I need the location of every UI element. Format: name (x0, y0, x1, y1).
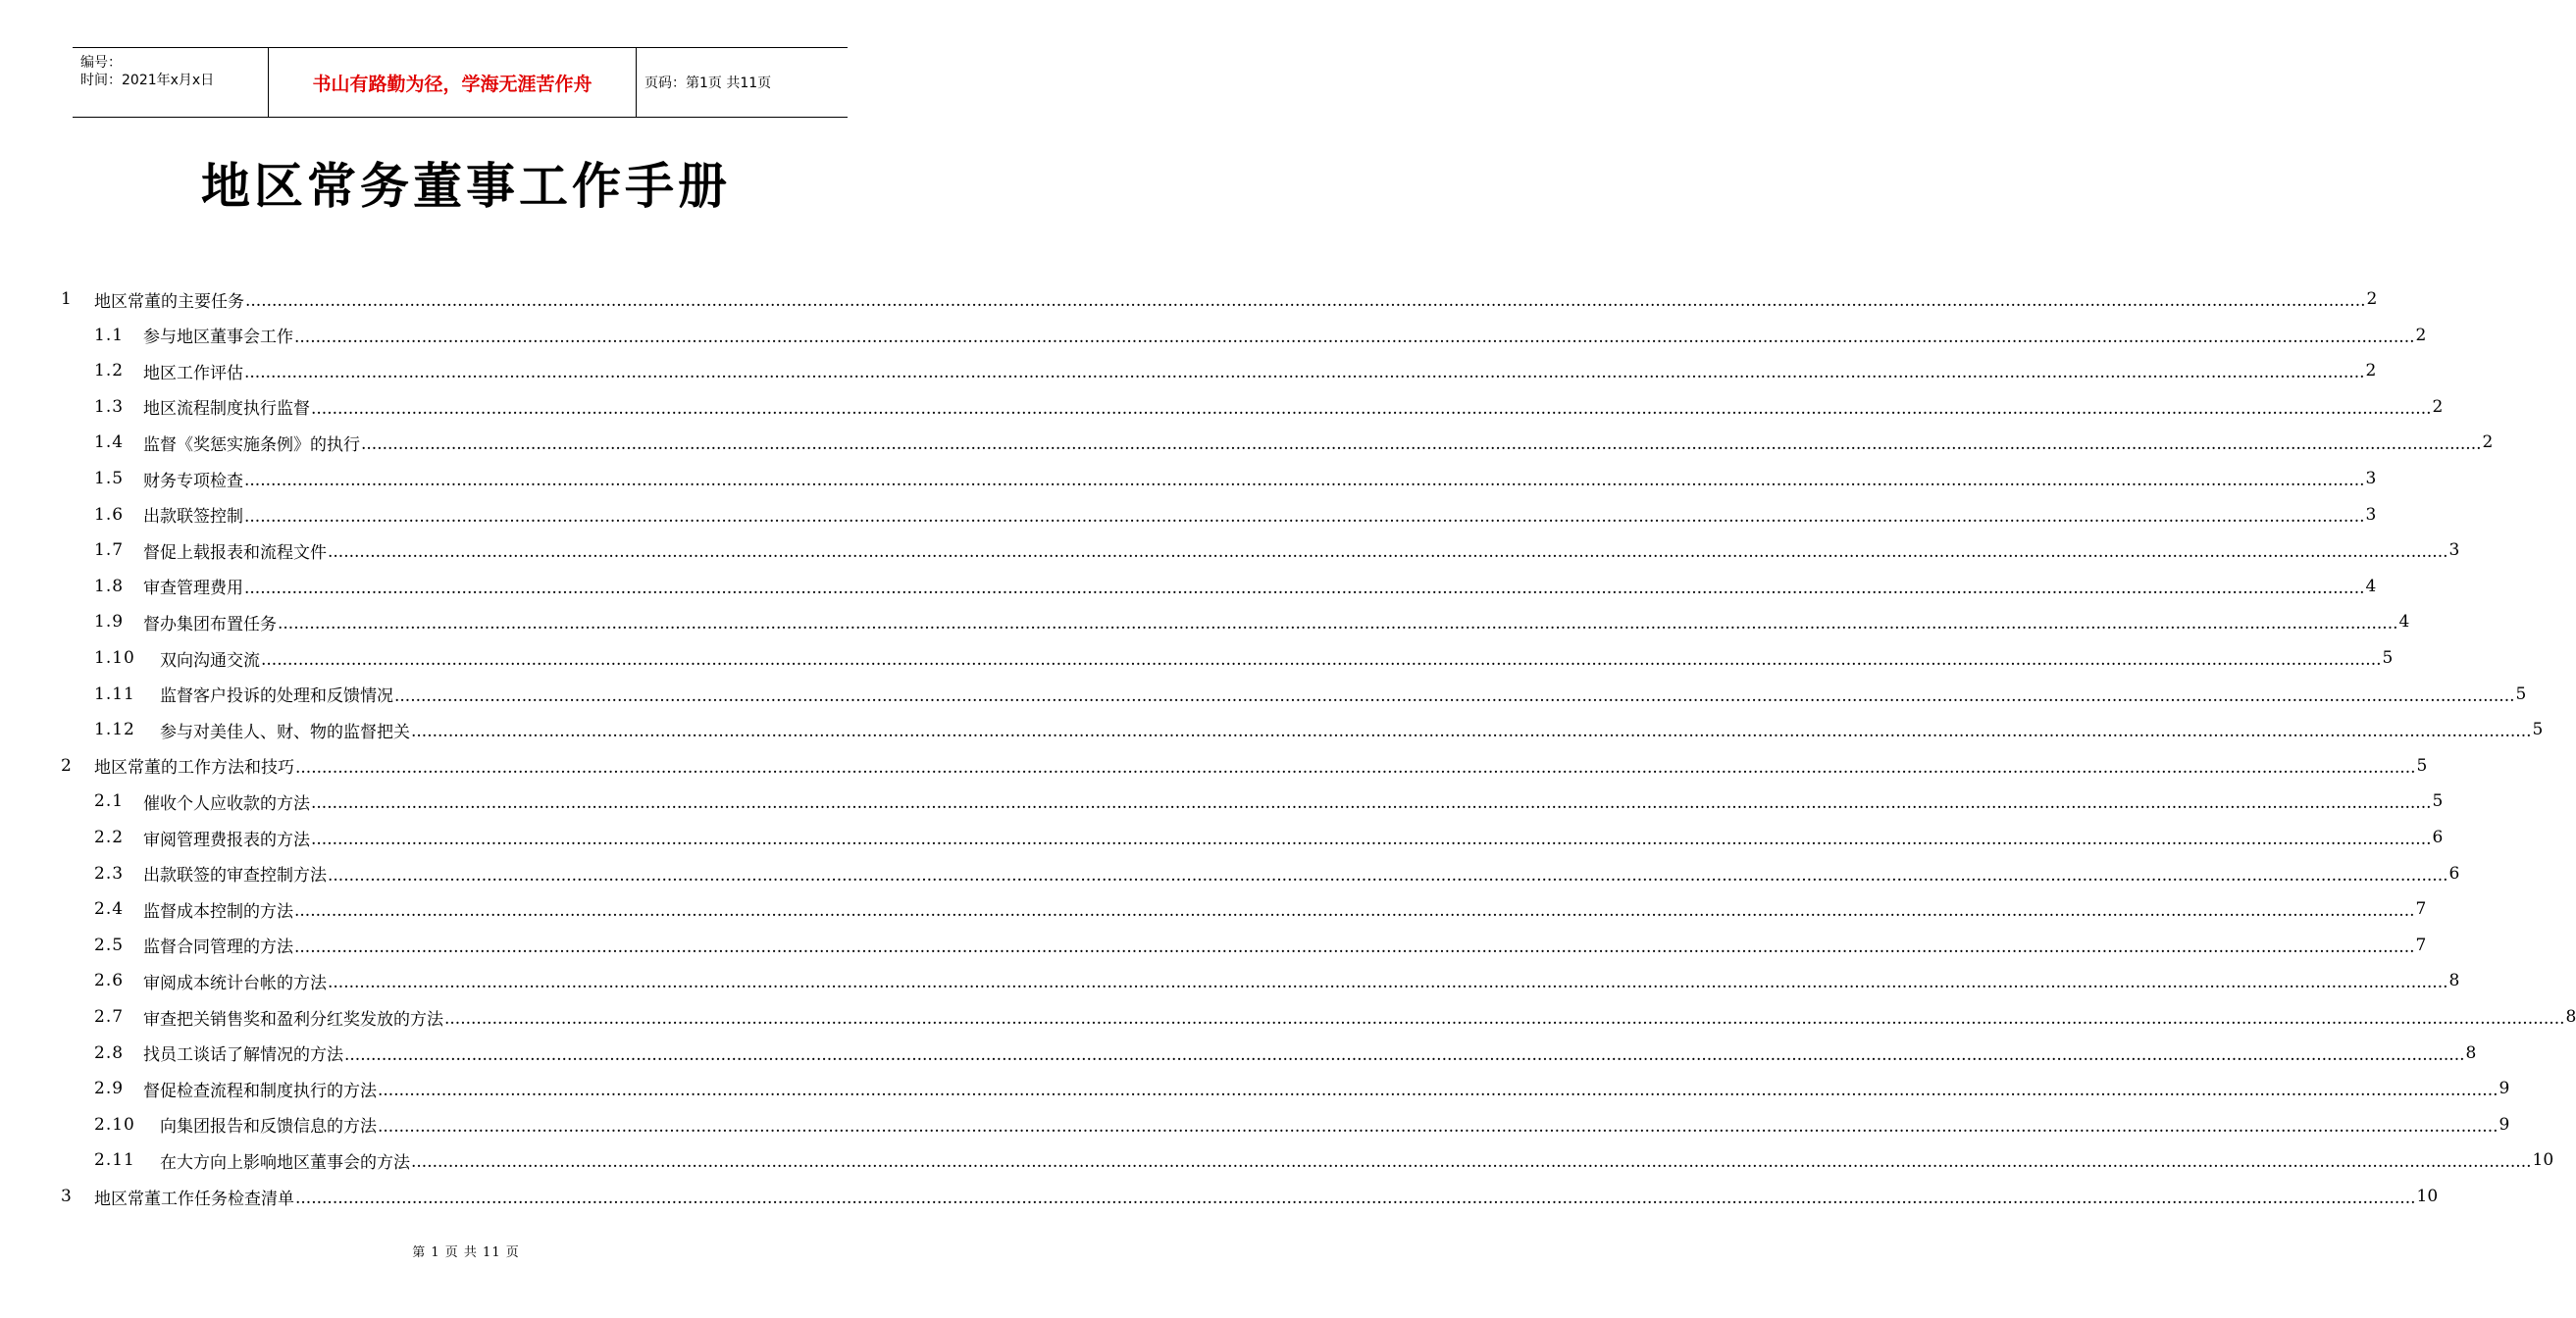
toc-dot-leader: ................................................................................................................................................................................................................................................................................................................................................................................................................ (311, 830, 2432, 849)
toc-entry-number: 2.3 (94, 863, 125, 884)
toc-entry[interactable] (94, 425, 2494, 460)
toc-entry-number: 2.6 (94, 971, 125, 991)
toc-dot-leader: ................................................................................................................................................................................................................................................................................................................................................................................................................ (378, 1116, 2499, 1137)
toc-entry-page: 5 (2416, 755, 2428, 776)
toc-entry-page: 2 (2432, 396, 2444, 417)
toc-entry[interactable] (94, 318, 2427, 353)
toc-dot-leader: ................................................................................................................................................................................................................................................................................................................................................................................................................ (311, 398, 2432, 419)
toc-entry-title: 出款联签控制 (143, 507, 243, 528)
toc-dot-leader: ................................................................................................................................................................................................................................................................................................................................................................................................................ (344, 1044, 2465, 1065)
toc-dot-leader: ................................................................................................................................................................................................................................................................................................................................................................................................................ (244, 363, 2365, 383)
toc-entry-number: 1.9 (94, 612, 125, 633)
toc-dot-leader: ................................................................................................................................................................................................................................................................................................................................................................................................................ (328, 542, 2448, 563)
toc-entry-page: 5 (2515, 684, 2527, 704)
toc-entry-page: 2 (2365, 361, 2377, 381)
toc-entry-title: 监督成本控制的方法 (143, 901, 293, 922)
toc-entry-title: 地区常董的工作方法和技巧 (94, 758, 294, 779)
toc-entry[interactable] (94, 1142, 2554, 1178)
toc-entry[interactable] (61, 748, 2428, 784)
toc-entry-title: 监督客户投诉的处理和反馈情况 (160, 686, 393, 707)
toc-entry-page: 3 (2365, 504, 2377, 525)
toc-entry[interactable] (94, 461, 2377, 496)
toc-entry-page: 5 (2432, 791, 2444, 812)
header-meta (73, 48, 269, 117)
toc-entry-number: 1.10 (94, 648, 135, 668)
toc-entry[interactable] (94, 497, 2377, 532)
document-title: 地区常务董事工作手册 (201, 157, 731, 215)
toc-entry[interactable] (94, 640, 2394, 676)
toc-dot-leader: ................................................................................................................................................................................................................................................................................................................................................................................................................ (328, 973, 2448, 993)
toc-entry-number: 2.7 (94, 1007, 125, 1027)
toc-entry-title: 督促检查流程和制度执行的方法 (143, 1081, 377, 1101)
toc-entry-title: 双向沟通交流 (160, 650, 260, 671)
toc-dot-leader: ................................................................................................................................................................................................................................................................................................................................................................................................................ (244, 578, 2365, 598)
toc-entry-title: 催收个人应收款的方法 (143, 793, 310, 814)
toc-entry-title: 找员工谈话了解情况的方法 (143, 1045, 343, 1066)
toc-entry-number: 2.2 (94, 828, 125, 847)
toc-entry[interactable] (94, 532, 2460, 568)
toc-dot-leader: ................................................................................................................................................................................................................................................................................................................................................................................................................ (411, 722, 2532, 742)
toc-entry[interactable] (61, 281, 2378, 317)
toc-entry-page: 2 (2482, 432, 2494, 453)
toc-entry-number: 1.3 (94, 396, 125, 417)
toc-entry-number: 2.11 (94, 1150, 135, 1171)
toc-entry-page: 3 (2365, 469, 2377, 488)
toc-entry-title: 审查管理费用 (143, 579, 243, 599)
toc-entry-title: 地区流程制度执行监督 (143, 399, 310, 420)
header-motto: 书山有路勤为径，学海无涯苦作舟 (269, 48, 637, 117)
toc-dot-leader: ................................................................................................................................................................................................................................................................................................................................................................................................................ (328, 865, 2448, 886)
toc-dot-leader: ................................................................................................................................................................................................................................................................................................................................................................................................................ (411, 1152, 2532, 1173)
toc-entry-title: 监督合同管理的方法 (143, 938, 293, 958)
toc-dot-leader: ................................................................................................................................................................................................................................................................................................................................................................................................................ (295, 1189, 2416, 1208)
toc-entry[interactable] (94, 1036, 2477, 1071)
toc-dot-leader: ................................................................................................................................................................................................................................................................................................................................................................................................................ (261, 650, 2382, 670)
toc-entry-title: 地区常董的主要任务 (94, 291, 244, 312)
toc-entry-page: 10 (2416, 1187, 2439, 1206)
document-date: 时间：2021年x月x日 (80, 73, 215, 88)
toc-entry[interactable] (94, 712, 2544, 747)
toc-entry-page: 5 (2532, 720, 2544, 740)
toc-entry-number: 1.11 (94, 684, 135, 704)
toc-entry-number: 2.1 (94, 791, 125, 812)
toc-entry[interactable] (94, 963, 2460, 998)
toc-entry-number: 2.5 (94, 935, 125, 955)
toc-entry-page: 3 (2448, 540, 2460, 561)
toc-entry[interactable] (94, 999, 2576, 1035)
toc-entry-title: 审查把关销售奖和盈利分红奖发放的方法 (143, 1009, 443, 1030)
toc-dot-leader: ................................................................................................................................................................................................................................................................................................................................................................................................................ (244, 471, 2365, 490)
toc-dot-leader: ................................................................................................................................................................................................................................................................................................................................................................................................................ (295, 757, 2416, 778)
toc-dot-leader: ................................................................................................................................................................................................................................................................................................................................................................................................................ (294, 327, 2415, 347)
toc-entry-page: 5 (2382, 648, 2394, 668)
toc-entry-number: 1.7 (94, 540, 125, 561)
page-header (73, 47, 848, 118)
header-page-code: 页码：第1页 共11页 (644, 76, 772, 91)
toc-entry-title: 地区常董工作任务检查清单 (94, 1189, 294, 1209)
toc-entry-number: 1.1 (94, 325, 125, 345)
toc-entry-page: 8 (2448, 971, 2460, 991)
toc-entry[interactable] (94, 677, 2527, 712)
toc-entry-number: 1.6 (94, 504, 125, 525)
toc-dot-leader: ................................................................................................................................................................................................................................................................................................................................................................................................................ (311, 793, 2432, 814)
toc-dot-leader: ................................................................................................................................................................................................................................................................................................................................................................................................................ (294, 937, 2415, 957)
toc-entry-page: 10 (2532, 1150, 2554, 1171)
toc-entry-title: 向集团报告和反馈信息的方法 (160, 1117, 377, 1138)
toc-entry-title: 地区工作评估 (143, 363, 243, 383)
toc-entry-page: 7 (2415, 899, 2427, 920)
toc-dot-leader: ................................................................................................................................................................................................................................................................................................................................................................................................................ (294, 901, 2415, 922)
toc-dot-leader: ................................................................................................................................................................................................................................................................................................................................................................................................................ (361, 434, 2482, 455)
toc-entry-title: 参与地区董事会工作 (143, 328, 293, 348)
toc-entry-title: 在大方向上影响地区董事会的方法 (160, 1152, 410, 1173)
toc-entry[interactable] (94, 604, 2410, 639)
toc-entry-number: 2.9 (94, 1079, 125, 1099)
toc-entry-number: 3 (61, 1187, 72, 1206)
toc-entry-page: 8 (2565, 1007, 2576, 1027)
toc-entry-page: 8 (2465, 1042, 2477, 1063)
toc-entry-number: 1.12 (94, 720, 135, 740)
toc-dot-leader: ................................................................................................................................................................................................................................................................................................................................................................................................................ (245, 291, 2366, 311)
toc-entry-number: 1 (61, 289, 72, 309)
toc-entry-number: 1.5 (94, 469, 125, 488)
toc-dot-leader: ................................................................................................................................................................................................................................................................................................................................................................................................................ (278, 614, 2398, 634)
toc-entry-page: 2 (2415, 325, 2427, 345)
toc-entry-page: 9 (2499, 1114, 2510, 1135)
toc-entry-page: 6 (2432, 828, 2444, 847)
toc-entry-title: 出款联签的审查控制方法 (143, 866, 327, 887)
page-footer: 第 1 页 共 11 页 (412, 1245, 520, 1260)
toc-entry-page: 6 (2448, 863, 2460, 884)
toc-entry-number: 2.10 (94, 1114, 135, 1135)
toc-entry[interactable] (94, 353, 2377, 388)
toc-entry-page: 4 (2365, 576, 2377, 596)
toc-entry-title: 监督《奖惩实施条例》的执行 (143, 434, 360, 455)
toc-dot-leader: ................................................................................................................................................................................................................................................................................................................................................................................................................ (244, 506, 2365, 527)
toc-entry[interactable] (61, 1179, 2439, 1214)
toc-dot-leader: ................................................................................................................................................................................................................................................................................................................................................................................................................ (444, 1009, 2565, 1029)
toc-entry-page: 7 (2415, 935, 2427, 955)
toc-entry[interactable] (94, 1107, 2510, 1142)
toc-entry[interactable] (94, 784, 2444, 819)
toc-entry[interactable] (94, 569, 2377, 604)
toc-dot-leader: ................................................................................................................................................................................................................................................................................................................................................................................................................ (394, 685, 2515, 706)
toc-entry-title: 督办集团布置任务 (143, 614, 277, 634)
toc-entry-title: 财务专项检查 (143, 471, 243, 491)
toc-entry[interactable] (94, 389, 2444, 425)
toc-entry-page: 4 (2398, 612, 2410, 633)
toc-entry-number: 2.8 (94, 1042, 125, 1063)
toc-dot-leader: ................................................................................................................................................................................................................................................................................................................................................................................................................ (378, 1081, 2499, 1101)
toc-entry-number: 1.8 (94, 576, 125, 596)
toc-entry-title: 参与对美佳人、财、物的监督把关 (160, 722, 410, 742)
toc-entry-title: 督促上载报表和流程文件 (143, 542, 327, 563)
toc-entry-number: 1.4 (94, 432, 125, 453)
toc-entry-title: 审阅管理费报表的方法 (143, 830, 310, 850)
toc-entry[interactable] (94, 1071, 2510, 1106)
toc-entry-title: 审阅成本统计台帐的方法 (143, 973, 327, 993)
toc-entry[interactable] (94, 891, 2427, 927)
toc-entry[interactable] (94, 928, 2427, 963)
toc-entry-page: 2 (2366, 289, 2378, 309)
toc-entry[interactable] (94, 856, 2460, 891)
document-number-label: 编号： (80, 55, 122, 71)
toc-entry-page: 9 (2499, 1079, 2510, 1099)
toc-entry-number: 2.4 (94, 899, 125, 920)
toc-entry-number: 1.2 (94, 361, 125, 381)
toc-entry[interactable] (94, 820, 2444, 855)
toc-entry-number: 2 (61, 755, 72, 776)
